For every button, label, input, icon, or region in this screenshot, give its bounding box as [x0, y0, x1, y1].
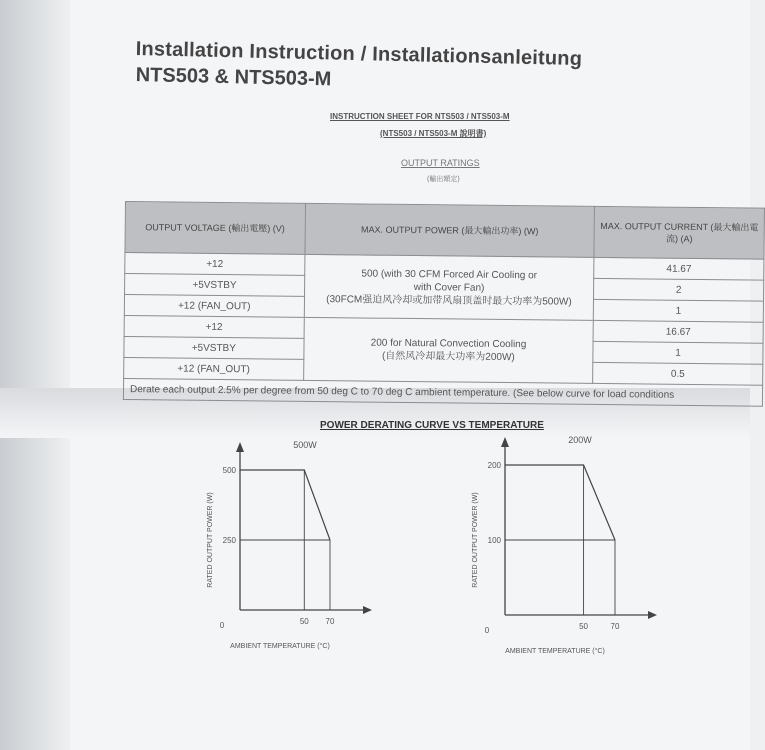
y-axis-label: RATED OUTPUT POWER (W): [207, 492, 214, 588]
y-axis-arrow: [501, 437, 509, 447]
y-axis-label: RATED OUTPUT POWER (W): [472, 492, 479, 588]
ratings-subheading: (輸出額定): [427, 176, 460, 183]
x-axis-label: AMBIENT TEMPERATURE (°C): [505, 648, 605, 655]
voltage-cell: +12: [125, 253, 305, 276]
current-cell: 41.67: [594, 257, 764, 280]
power-text: 500 (with 30 CFM Forced Air Cooling or: [361, 267, 538, 281]
sheet-subheading: (NTS503 / NTS503-M 說明書): [380, 129, 487, 138]
chart-title: 500W: [293, 440, 317, 450]
y-tick-label: 100: [487, 536, 501, 545]
power-text: 200 for Natural Convection Cooling: [370, 337, 527, 351]
header-max-output-power: MAX. OUTPUT POWER (最大輸出功率) (W): [305, 203, 595, 257]
current-cell: 16.67: [593, 320, 763, 343]
voltage-cell: +12 (FAN_OUT): [124, 357, 304, 380]
output-ratings-table: [123, 201, 765, 407]
x-tick-label: 70: [325, 617, 335, 626]
x-tick-label: 70: [610, 622, 620, 631]
x-axis-label: AMBIENT TEMPERATURE (°C): [230, 643, 330, 650]
header-max-output-current: MAX. OUTPUT CURRENT (最大輸出電流) (A): [594, 206, 764, 259]
power-cell-200w: [303, 317, 593, 383]
power-cell-500w: [304, 254, 594, 320]
derate-note: Derate each output 2.5% per degree from 50 deg C to 70 deg C ambient temperature. (See below curve for load conditions: [123, 378, 762, 406]
model-title: NTS503 & NTS503-M: [135, 64, 332, 91]
ratings-heading: OUTPUT RATINGS: [401, 158, 480, 168]
x-axis-arrow: [648, 611, 657, 619]
curves-title: POWER DERATING CURVE VS TEMPERATURE: [320, 420, 544, 431]
y-tick-label: 250: [222, 536, 236, 545]
power-text-chinese: (30FCM强迫风冷却或加带风扇顶盖时最大功率为500W): [326, 293, 572, 308]
x-tick-label: 0: [484, 626, 490, 635]
voltage-cell: +5VSTBY: [124, 336, 304, 359]
derating-chart-2: [460, 435, 630, 670]
derating-line: [505, 465, 615, 540]
header-output-voltage: OUTPUT VOLTAGE (輸出電壓) (V): [125, 202, 305, 255]
voltage-cell: +5VSTBY: [125, 274, 305, 297]
current-cell: 0.5: [593, 362, 763, 385]
x-tick-label: 0: [219, 621, 225, 630]
chart-title: 200W: [568, 435, 592, 445]
voltage-cell: +12: [124, 315, 304, 338]
page-edge-shadow: [0, 0, 70, 750]
x-tick-label: 50: [579, 622, 589, 631]
y-tick-label: 500: [222, 466, 236, 475]
table-header-row: [125, 202, 764, 260]
current-cell: 1: [594, 299, 764, 322]
voltage-cell: +12 (FAN_OUT): [124, 295, 304, 318]
derating-line: [240, 470, 330, 540]
current-cell: 2: [594, 278, 764, 301]
x-axis-arrow: [363, 606, 372, 614]
y-tick-label: 200: [487, 461, 501, 470]
current-cell: 1: [593, 341, 763, 364]
document-title: Installation Instruction / Installationsanleitung: [135, 38, 583, 71]
sheet-heading: INSTRUCTION SHEET FOR NTS503 / NTS503-M: [330, 112, 510, 121]
power-text: with Cover Fan): [413, 281, 485, 294]
derating-chart-1: [195, 440, 365, 660]
power-text-chinese: (自然风冷却最大功率为200W): [381, 350, 515, 364]
x-tick-label: 50: [299, 617, 309, 626]
y-axis-arrow: [236, 442, 244, 452]
